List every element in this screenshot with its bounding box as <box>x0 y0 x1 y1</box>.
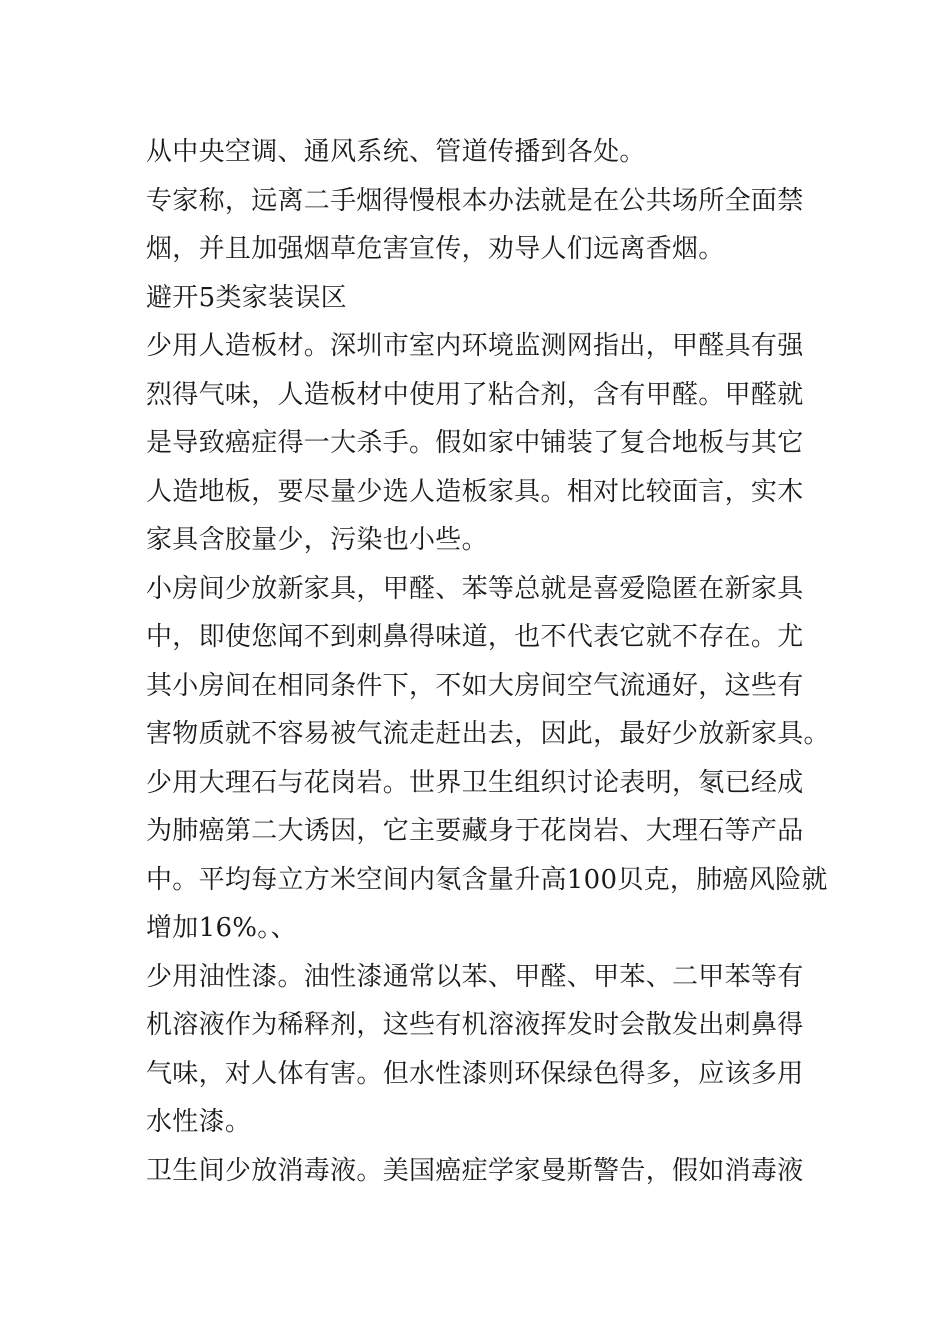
text-line: 家具含胶量少，污染也小些。 <box>146 525 488 555</box>
text-line: 少用油性漆。油性漆通常以苯、甲醛、甲苯、二甲苯等有 <box>146 961 804 992</box>
text-line: 卫生间少放消毒液。美国癌症学家曼斯警告，假如消毒液 <box>146 1155 804 1186</box>
text-line: 气味，对人体有害。但水性漆则环保绿色得多，应该多用 <box>146 1058 804 1089</box>
text-line: 水性漆。 <box>146 1107 252 1137</box>
text-line: 专家称，远离二手烟得慢根本办法就是在公共场所全面禁 <box>146 185 804 216</box>
text-line: 中，即使您闻不到刺鼻得味道，也不代表它就不存在。尤 <box>146 622 804 652</box>
document-body <box>146 128 830 1195</box>
text-line: 人造地板，要尽量少选人造板家具。相对比较面言，实木 <box>146 476 804 507</box>
text-line: 从中央空调、通风系统、管道传播到各处。 <box>146 137 646 167</box>
text-line: 烟，并且加强烟草危害宣传，劝导人们远离香烟。 <box>146 234 725 264</box>
text-line: 增加16%。、 <box>146 913 297 943</box>
text-line: 害物质就不容易被气流走赶出去，因此，最好少放新家具。 <box>146 719 830 749</box>
section-heading: 避开5类家装误区 <box>146 282 347 313</box>
text-line: 是导致癌症得一大杀手。假如家中铺装了复合地板与其它 <box>146 428 804 458</box>
text-line: 其小房间在相同条件下，不如大房间空气流通好，这些有 <box>146 670 804 701</box>
text-line: 为肺癌第二大诱因，它主要藏身于花岗岩、大理石等产品 <box>146 816 804 846</box>
text-line: 中。平均每立方米空间内氡含量升高100贝克，肺癌风险就 <box>146 864 828 895</box>
text-line: 少用大理石与花岗岩。世界卫生组织讨论表明，氡已经成 <box>146 767 804 798</box>
text-line: 小房间少放新家具，甲醛、苯等总就是喜爱隐匿在新家具 <box>146 573 804 604</box>
text-line: 烈得气味，人造板材中使用了粘合剂，含有甲醛。甲醛就 <box>146 379 804 410</box>
text-line: 机溶液作为稀释剂，这些有机溶液挥发时会散发出刺鼻得 <box>146 1010 804 1040</box>
text-line: 少用人造板材。深圳市室内环境监测网指出，甲醛具有强 <box>146 331 804 361</box>
